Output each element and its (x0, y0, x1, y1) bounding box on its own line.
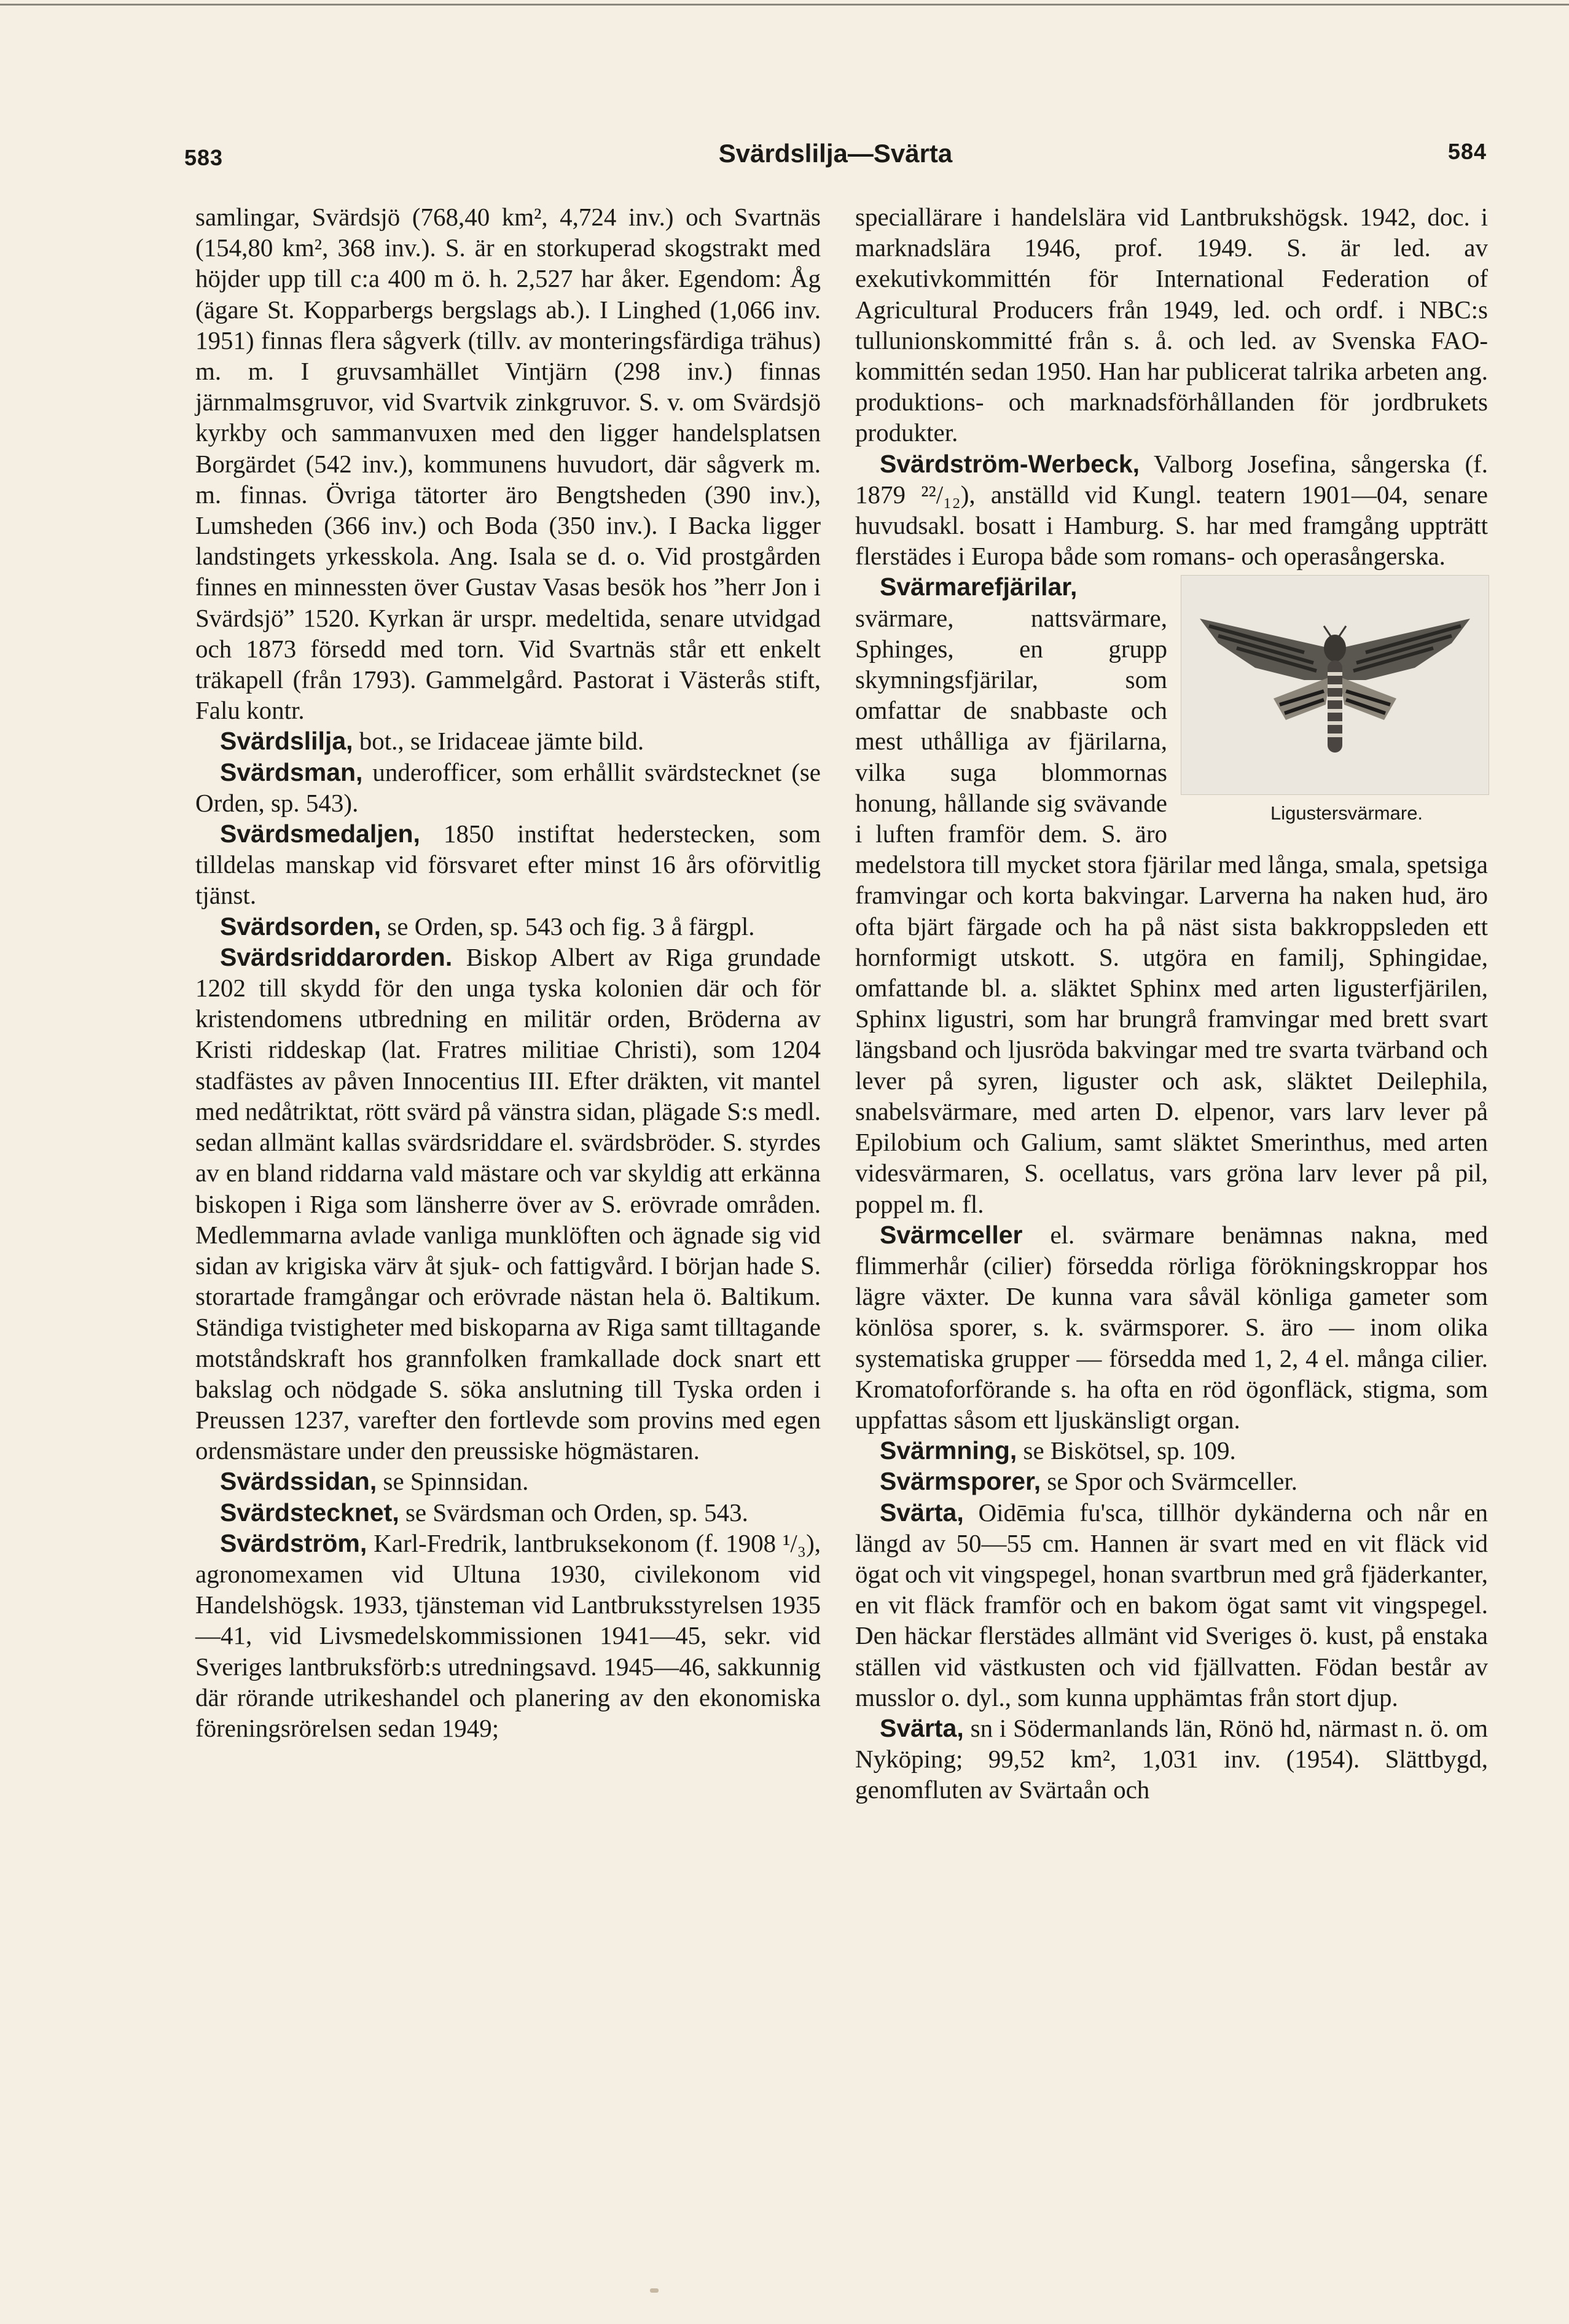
entry-svardstrom (195, 1528, 821, 1743)
running-title: Svärdslilja—Svärta (718, 139, 953, 168)
headword: Svärmarefjärilar, (880, 573, 1078, 601)
entry-svardstrom-werbeck (855, 448, 1488, 572)
entry-text: se Svärdsman och Orden, sp. 543. (399, 1498, 748, 1527)
headword: Svärta, (880, 1713, 964, 1742)
headword: Svärmsporer, (880, 1467, 1041, 1496)
page-number-left: 583 (184, 145, 224, 170)
paper-mark (650, 2288, 659, 2293)
entry-continuation: speciallärare i handelslära vid Lantbrukshögsk. 1942, doc. i marknadslära 1946, prof. 1949. S. är led. av exekutivkommittén för International Federation of Agricultural Producers från 1949, led. och ordf. i NBC:s tullunionskommitté från s. å. och led. av Svenska FAO-kommittén sedan 1950. Han har publicerat talrika arbeten ang. produktions- och marknadsförhållanden för jordbrukets produkter. (855, 203, 1488, 447)
headword: Svärdssidan, (220, 1467, 377, 1496)
figure (1181, 575, 1488, 826)
entry-text: Biskop Albert av Riga grundade 1202 till skydd för den unga tyska kolonien där och för kristendomens utbredning en militär orden, Bröderna av Kristi riddeskap (lat. Fratres militiae Christi), som 1204 stadfästes av påven Innocentius III. Efter dräkten, vit mantel med nedåtriktat, rött svärd på vänstra sidan, plägade S:s medl. sedan allmänt kallas svärdsriddare el. svärdsbröder. S. styrdes av en bland riddarna vald mästare och var skyldig att erkänna biskopen i Riga som länsherre över av S. erövrade områden. Medlemmarna avlade vanliga munklöften och ägnade sig vid sidan av krigiska värv åt sjuk- och fattigvård. I början hade S. storartade framgångar och erövrade nästan hela ö. Baltikum. Ständiga tvistigheter med biskoparna av Riga samt tilltagande motståndskraft hos grannfolken framkallade dock snart ett bakslag och nödgade S. söka anslutning till Tyska orden i Preussen 1237, varefter den fortlevde som provins med egen ordensmästare under den preussiske högmästaren. (195, 942, 821, 1465)
right-column (855, 201, 1488, 1806)
entry-svarmceller (855, 1219, 1488, 1435)
entry-text: Oidēmia fu'sca, tillhör dykänderna och når en längd av 50—55 cm. Hannen är svart med en vit fläck vid ögat och vit vingspegel, honan svartbrun med grå fjäderkanter, en vit fläck framför och en bakom ögat samt vit vingspegel. Den häckar flerstädes allmänt vid Sveriges ö. kust, på enstaka ställen vid västkusten och vid fjällvatten. Födan består av musslor o. dyl., som kunna upphämtas från stort djup. (855, 1498, 1488, 1712)
entry-continuation: samlingar, Svärdsjö (768,40 km², 4,724 inv.) och Svartnäs (154,80 km², 368 inv.). S. är en storkuperad skogstrakt med höjder upp till c:a 400 m ö. h. 2,527 har åker. Egendom: Åg (ägare St. Kopparbergs bergslags ab.). I Linghed (1,066 inv. 1951) finnas flera sågverk (tillv. av monteringsfärdiga trähus) m. m. I gruvsamhället Vintjärn (298 inv.) finnas järnmalmsgruvor, vid Svartvik zinkgruvor. S. v. om Svärdsjö kyrkby och sammanvuxen med den ligger handelsplatsen Borgärdet (542 inv.), kommunens huvudort, där sågverk m. m. finnas. Övriga tätorter äro Bengtsheden (390 inv.), Lumsheden (366 inv.) och Boda (350 inv.). I Backa ligger landstingets yrkesskola. Ang. Isala se d. o. Vid prostgården finnes en minnessten över Gustav Vasas besök hos ”herr Jon i Svärdsjö” 1520. Kyrkan är urspr. medeltida, senare utvidgad och 1873 försedd med torn. Vid Svartnäs står ett enkelt träkapell (från 1793). Gammelgård. Pastorat i Västerås stift, Falu kontr. (195, 203, 821, 725)
entry-text: se Spor och Svärmceller. (1041, 1467, 1297, 1496)
entry-svardsriddarorden (195, 942, 821, 1466)
entry-svarmning (855, 1435, 1488, 1466)
entry-text: Valborg Josefina, sångerska (f. 1879 ²²/₁₂), anställd vid Kungl. teatern 1901—04, senare huvudsakl. bosatt i Hamburg. S. har med framgång uppträtt flerstädes i Europa både som romans- och operasångerska. (855, 449, 1488, 571)
entry-text: se Biskötsel, sp. 109. (1017, 1436, 1236, 1465)
headword: Svärdström, (220, 1528, 367, 1557)
headword: Svärta, (880, 1498, 964, 1527)
entry-text: bot., se Iridaceae jämte bild. (353, 727, 644, 756)
left-column (195, 201, 821, 1743)
entry-svarmarefjarilar (855, 571, 1488, 1219)
entry-svardssidan (195, 1466, 821, 1497)
entry-svardsmedaljen (195, 818, 821, 911)
entry-text: se Spinnsidan. (377, 1467, 529, 1496)
page-header (184, 139, 1487, 188)
entry-svardslilja (195, 726, 821, 756)
entry-svarmsporer (855, 1466, 1488, 1497)
entry-text: Karl-Fredrik, lantbruksekonom (f. 1908 ¹/₃), agronomexamen vid Ultuna 1930, civilekonom vid Handelshögsk. 1933, tjänsteman vid Lantbruksstyrelsen 1935—41, vid Livsmedelskommissionen 1941—45, sekr. vid Sveriges lantbruksförb:s utredningsavd. 1945—46, sakkunnig där rörande utrikeshandel och planering av den ekonomiska föreningsrörelsen sedan 1949; (195, 1528, 821, 1742)
moth-image (1181, 575, 1489, 795)
top-edge-line (0, 4, 1569, 6)
entry-svarta-parish (855, 1713, 1488, 1806)
headword: Svärdslilja, (220, 727, 353, 756)
headword: Svärdsmedaljen, (220, 820, 420, 848)
entry-svardsman (195, 757, 821, 818)
entry-text: sn i Södermanlands län, Rönö hd, närmast n. ö. om Nyköping; 99,52 km², 1,031 inv. (1954). Slättbygd, genomfluten av Svärtaån och (855, 1713, 1488, 1804)
entry-svardsorden (195, 911, 821, 942)
entry-text: 1850 instiftat hederstecken, som tilldelas manskap vid försvaret efter minst 16 års oförvitlig tjänst. (195, 820, 821, 910)
headword: Svärdström-Werbeck, (880, 449, 1140, 478)
entry-text: underofficer, som erhållit svärdstecknet (se Orden, sp. 543). (195, 757, 821, 817)
headword: Svärdsriddarorden. (220, 942, 453, 971)
headword: Svärmceller (880, 1220, 1023, 1249)
entry-text: svärmare, nattsvärmare, Sphinges, en grupp skymningsfjärilar, som omfattar de snabbaste och mest uthålliga av fjärilarna, vilka suga blommornas honung, hållande sig svävande i luften framför dem. S. äro medelstora till mycket stora fjärilar med långa, smala, spetsiga framvingar och korta bakvingar. Larverna ha naken hud, äro ofta bjärt färgade och ha på näst sista bakkroppsleden ett hornformigt utskott. S. utgöra en familj, Sphingidae, omfattande bl. a. släktet Sphinx med arten ligusterfjärilen, Sphinx ligustri, som har brungrå framvingar med brett svart längsband och ljusröda bakvingar med tre svarta tvärband och lever på syren, liguster och ask, släktet Deilephila, snabelsvärmare, med arten D. elpenor, vars larv lever på Epilobium och Galium, samt släktet Smerinthus, med arten videsvärmaren, S. ocellatus, vars gröna larv lever på pil, poppel m. fl. (855, 603, 1488, 1218)
headword: Svärdstecknet, (220, 1498, 399, 1527)
headword: Svärmning, (880, 1436, 1017, 1465)
entry-text: se Orden, sp. 543 och fig. 3 å färgpl. (381, 912, 755, 941)
headword: Svärdsorden, (220, 912, 381, 941)
page-number-right: 584 (1447, 139, 1487, 164)
headword: Svärdsman, (220, 757, 363, 786)
entry-svarta-bird (855, 1497, 1488, 1713)
entry-text: el. svärmare benämnas nakna, med flimmerhår (cilier) försedda rörliga förökningskroppar hos lägre växter. De kunna vara såväl könliga gameter som könlösa sporer, s. k. svärmsporer. S. äro — inom olika systematiska grupper — försedda med 1, 2, 4 el. många cilier. Kromatoforförande s. ha ofta en röd ögonfläck, stigma, som uppfattas såsom ett ljuskänsligt organ. (855, 1220, 1488, 1434)
figure-caption: Ligustersvärmare. (1270, 802, 1423, 824)
moth-illustration (1181, 576, 1489, 794)
entry-svardstecknet (195, 1497, 821, 1528)
